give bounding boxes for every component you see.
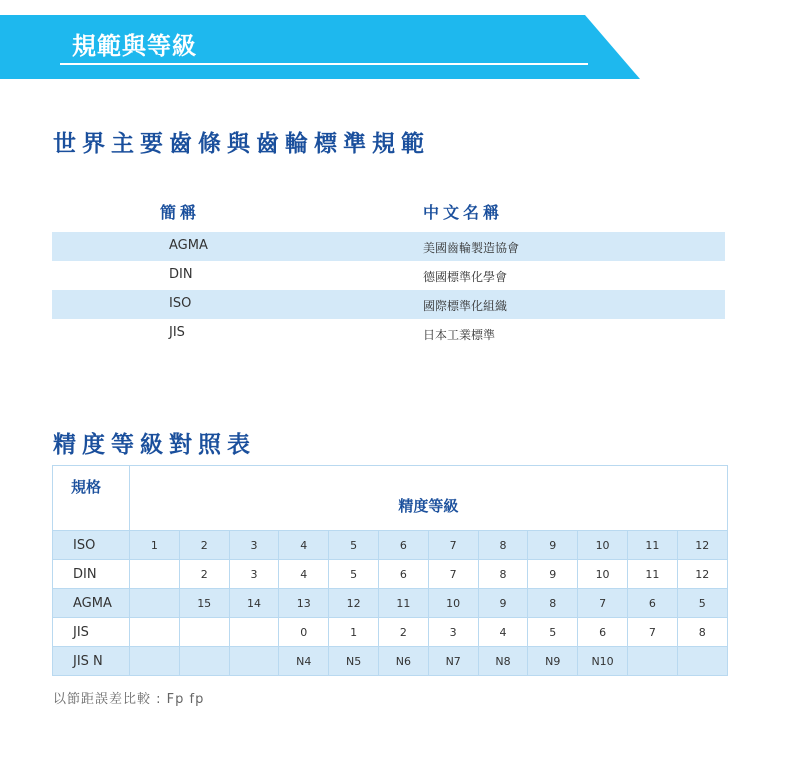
grade-cell: 10 xyxy=(578,560,628,589)
header-banner xyxy=(0,15,640,79)
standard-name: 德國標準化學會 xyxy=(423,270,508,284)
grade-cell: 7 xyxy=(428,560,478,589)
grade-cell: N4 xyxy=(279,647,329,676)
grade-cell xyxy=(229,647,279,676)
grade-cell: 9 xyxy=(528,560,578,589)
standard-abbr: AGMA xyxy=(169,238,208,253)
standards-row xyxy=(52,319,725,348)
grade-cell xyxy=(179,618,229,647)
grade-cell: 9 xyxy=(478,589,528,618)
standard-abbr: JIS xyxy=(169,325,185,340)
standards-row xyxy=(52,232,725,261)
standards-title: 世界主要齒條與齒輪標準規範 xyxy=(53,131,430,157)
grade-cell: 12 xyxy=(677,560,727,589)
standard-name: 美國齒輪製造協會 xyxy=(423,241,520,255)
grade-cell: 11 xyxy=(627,531,677,560)
grade-cell: N5 xyxy=(329,647,379,676)
grade-cell: 9 xyxy=(528,531,578,560)
grade-cell: 6 xyxy=(378,560,428,589)
grade-cell: 10 xyxy=(428,589,478,618)
standards-row xyxy=(52,290,725,319)
grade-cell: 1 xyxy=(329,618,379,647)
grade-cell: 2 xyxy=(378,618,428,647)
grade-cell: 4 xyxy=(279,531,329,560)
grade-cell xyxy=(179,647,229,676)
precision-row xyxy=(53,647,728,676)
grade-cell: 7 xyxy=(627,618,677,647)
precision-row xyxy=(53,589,728,618)
standards-row xyxy=(52,261,725,290)
banner-title: 規範與等級 xyxy=(72,32,197,60)
grade-cell xyxy=(130,560,180,589)
grade-cell: 6 xyxy=(378,531,428,560)
grade-cell: N10 xyxy=(578,647,628,676)
grade-cell: 8 xyxy=(478,531,528,560)
grade-cell: N7 xyxy=(428,647,478,676)
grade-cell: 7 xyxy=(428,531,478,560)
grade-cell: 14 xyxy=(229,589,279,618)
grade-cell: 0 xyxy=(279,618,329,647)
grade-cell: 10 xyxy=(578,531,628,560)
grade-cell: 6 xyxy=(627,589,677,618)
grade-cell: 11 xyxy=(378,589,428,618)
grade-cell: 8 xyxy=(677,618,727,647)
grade-cell: 2 xyxy=(179,531,229,560)
spec-name: ISO xyxy=(53,531,130,560)
precision-table xyxy=(52,465,728,676)
precision-title: 精度等級對照表 xyxy=(53,432,256,458)
grade-cell: 12 xyxy=(677,531,727,560)
grade-cell: 4 xyxy=(279,560,329,589)
precision-row xyxy=(53,618,728,647)
grade-cell: N9 xyxy=(528,647,578,676)
grade-cell: 6 xyxy=(578,618,628,647)
spec-name: JIS xyxy=(53,618,130,647)
grade-cell xyxy=(130,618,180,647)
grade-cell xyxy=(627,647,677,676)
spec-name: AGMA xyxy=(53,589,130,618)
grade-cell: 5 xyxy=(329,531,379,560)
grade-cell: 1 xyxy=(130,531,180,560)
col-header-name: 中文名稱 xyxy=(423,203,504,222)
grade-cell: 8 xyxy=(528,589,578,618)
grade-cell: 5 xyxy=(329,560,379,589)
grade-cell: N6 xyxy=(378,647,428,676)
grade-cell: 2 xyxy=(179,560,229,589)
precision-row xyxy=(53,560,728,589)
grade-cell: 5 xyxy=(528,618,578,647)
precision-header-row xyxy=(53,466,728,531)
grade-cell: 3 xyxy=(229,531,279,560)
grade-cell: 13 xyxy=(279,589,329,618)
grade-cell xyxy=(229,618,279,647)
grade-cell: 3 xyxy=(428,618,478,647)
grade-cell xyxy=(677,647,727,676)
col-header-spec: 規格 xyxy=(53,466,130,531)
standard-abbr: DIN xyxy=(169,267,193,282)
grade-cell: 12 xyxy=(329,589,379,618)
standard-abbr: ISO xyxy=(169,296,192,311)
grade-cell xyxy=(130,647,180,676)
col-header-abbr: 簡稱 xyxy=(160,203,201,222)
grade-cell: 7 xyxy=(578,589,628,618)
grade-cell: 11 xyxy=(627,560,677,589)
grade-cell xyxy=(130,589,180,618)
grade-cell: 3 xyxy=(229,560,279,589)
standard-name: 日本工業標準 xyxy=(423,328,496,342)
precision-row xyxy=(53,531,728,560)
col-header-grade: 精度等級 xyxy=(130,466,728,531)
grade-cell: N8 xyxy=(478,647,528,676)
spec-name: JIS N xyxy=(53,647,130,676)
grade-cell: 4 xyxy=(478,618,528,647)
footnote: 以節距誤差比較 : Fp fp xyxy=(53,692,205,707)
grade-cell: 5 xyxy=(677,589,727,618)
grade-cell: 8 xyxy=(478,560,528,589)
standard-name: 國際標準化組織 xyxy=(423,299,508,313)
spec-name: DIN xyxy=(53,560,130,589)
grade-cell: 15 xyxy=(179,589,229,618)
